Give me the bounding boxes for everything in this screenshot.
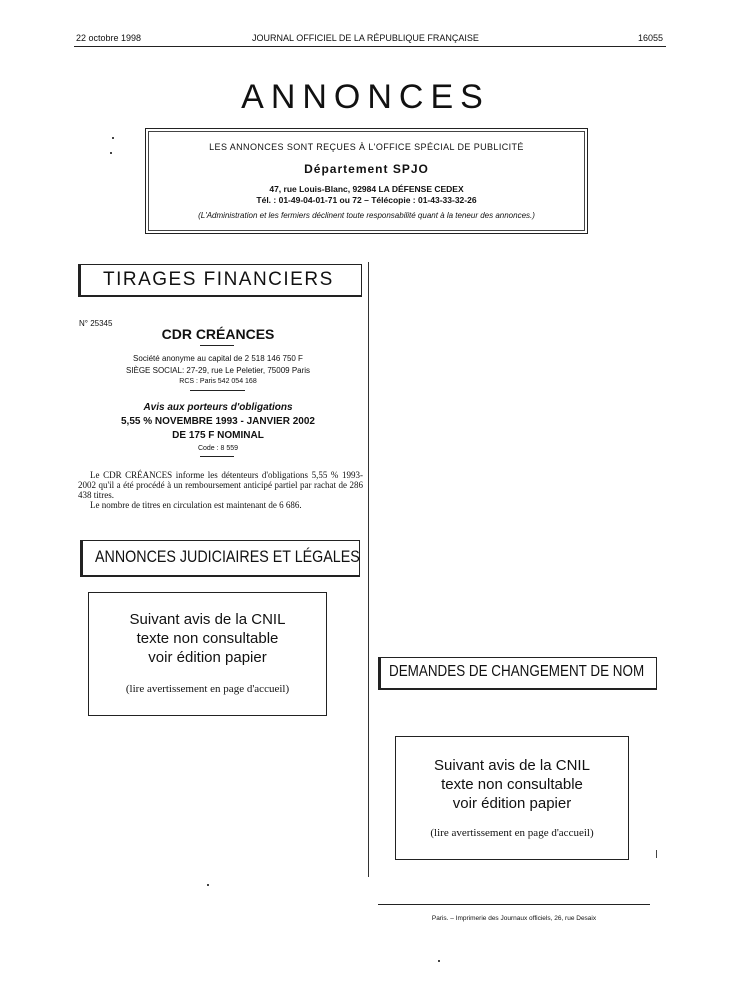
notice-rule <box>200 345 234 346</box>
section-heading-judiciaires-label: ANNONCES JUDICIAIRES ET LÉGALES <box>95 547 360 566</box>
notice-societe: Société anonyme au capital de 2 518 146 750 F <box>133 354 303 363</box>
announcement-department: Département SPJO <box>304 162 429 176</box>
cnil-line: Suivant avis de la CNIL <box>434 757 590 774</box>
cnil-warning: (lire avertissement en page d'accueil) <box>430 827 594 839</box>
notice-siege: SIÈGE SOCIAL: 27-29, rue Le Peletier, 75009 Paris <box>125 366 311 375</box>
cnil-line: texte non consultable <box>441 776 583 793</box>
notice-code: Code : 8 559 <box>197 445 239 452</box>
column-divider <box>368 262 369 877</box>
header-page-number: 16055 <box>637 33 663 43</box>
cnil-line: voir édition papier <box>148 649 267 666</box>
header-rule <box>74 46 666 47</box>
notice-obligation-line: 5,55 % NOVEMBRE 1993 - JANVIER 2002 <box>121 416 315 427</box>
notice-rule <box>200 456 234 457</box>
section-heading-tirages <box>78 264 362 297</box>
notice-number: N° 25345 <box>79 319 113 328</box>
cnil-line: texte non consultable <box>136 630 279 647</box>
scan-speck <box>207 884 209 886</box>
notice-rcs: RCS : Paris 542 054 168 <box>179 378 257 385</box>
section-heading-judiciaires <box>80 540 360 577</box>
section-heading-changement-label: DEMANDES DE CHANGEMENT DE NOM <box>389 663 645 680</box>
section-heading-tirages-label: TIRAGES FINANCIERS <box>103 269 334 290</box>
cnil-notice-box <box>395 736 629 860</box>
cnil-warning: (lire avertissement en page d'accueil) <box>125 683 290 695</box>
scan-speck <box>656 850 657 858</box>
scan-speck <box>438 960 440 962</box>
announcement-disclaimer: (L'Administration et les fermiers déclinent toute responsabilité quant à la teneur des annonces.) <box>198 211 535 220</box>
cnil-line: Suivant avis de la CNIL <box>129 611 286 628</box>
notice-avis: Avis aux porteurs d'obligations <box>143 402 293 413</box>
scan-speck <box>112 137 114 139</box>
announcement-box <box>145 128 588 234</box>
header-date: 22 octobre 1998 <box>76 33 142 43</box>
announcement-address: 47, rue Louis-Blanc, 92984 LA DÉFENSE CEDEX <box>269 184 464 194</box>
footer-imprint: Paris. – Imprimerie des Journaux officiels, 26, rue Desaix <box>431 915 597 922</box>
cnil-line: voir édition papier <box>452 795 572 812</box>
notice-body-paragraph: Le nombre de titres en circulation est maintenant de 6 686. <box>90 500 302 510</box>
notice-body-paragraph: Le CDR CRÉANCES informe les détenteurs d'obligations 5,55 % 1993-2002 qu'il a été procédé à un remboursement anticipé partiel par rachat de 286 438 titres. <box>78 470 363 500</box>
header-journal-title: JOURNAL OFFICIEL DE LA RÉPUBLIQUE FRANÇAISE <box>252 33 479 43</box>
page-title: ANNONCES <box>241 78 490 116</box>
notice-nominal-line: DE 175 F NOMINAL <box>172 430 264 441</box>
section-heading-changement <box>378 657 657 690</box>
cnil-notice-box <box>88 592 327 716</box>
scan-speck <box>110 152 112 154</box>
footer-rule <box>378 904 650 905</box>
notice-title: CDR CRÉANCES <box>161 326 275 342</box>
announcement-line: LES ANNONCES SONT REÇUES À L'OFFICE SPÉCIAL DE PUBLICITÉ <box>209 142 524 152</box>
notice-rule <box>190 390 245 391</box>
announcement-phone: Tél. : 01-49-04-01-71 ou 72 – Télécopie : 01-43-33-32-26 <box>256 195 477 205</box>
